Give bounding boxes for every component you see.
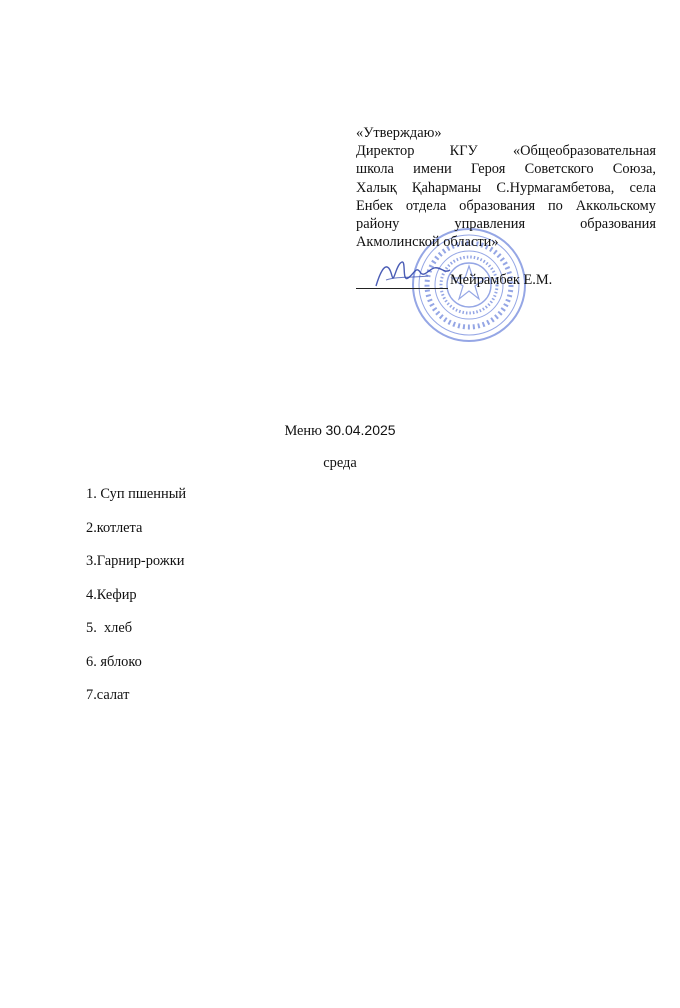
approval-line: школа имени Героя Советского Союза, xyxy=(356,161,656,178)
approval-line: Халық Қаһарманы С.Нурмагамбетова, села xyxy=(356,179,656,196)
signatory-name: Мейрамбек Е.М. xyxy=(450,272,553,288)
menu-item: 6. яблоко xyxy=(86,653,142,670)
approval-line: Акмолинской области» xyxy=(356,234,499,251)
menu-item: 7.салат xyxy=(86,687,130,703)
menu-title xyxy=(0,422,680,440)
menu-title-label: Меню xyxy=(284,423,326,439)
approval-block xyxy=(356,124,656,251)
approval-line: району управления образования xyxy=(356,216,656,233)
menu-item: 3.Гарнир-рожки xyxy=(86,553,185,569)
menu-list xyxy=(86,485,186,720)
menu-item: 1. Суп пшенный xyxy=(86,486,187,502)
menu-item: 4.Кефир xyxy=(86,586,137,603)
signature-row xyxy=(356,270,656,294)
approval-line: Енбек отдела образования по Аккольскому xyxy=(356,197,656,214)
approval-heading: «Утверждаю» xyxy=(356,125,442,141)
menu-date: 30.04.2025 xyxy=(325,422,396,438)
menu-day: среда xyxy=(323,455,357,471)
approval-line: Директор КГУ «Общеобразовательная xyxy=(356,143,656,160)
signature-line xyxy=(356,288,448,289)
menu-item: 5. хлеб xyxy=(86,620,133,636)
menu-item: 2.котлета xyxy=(86,519,143,536)
